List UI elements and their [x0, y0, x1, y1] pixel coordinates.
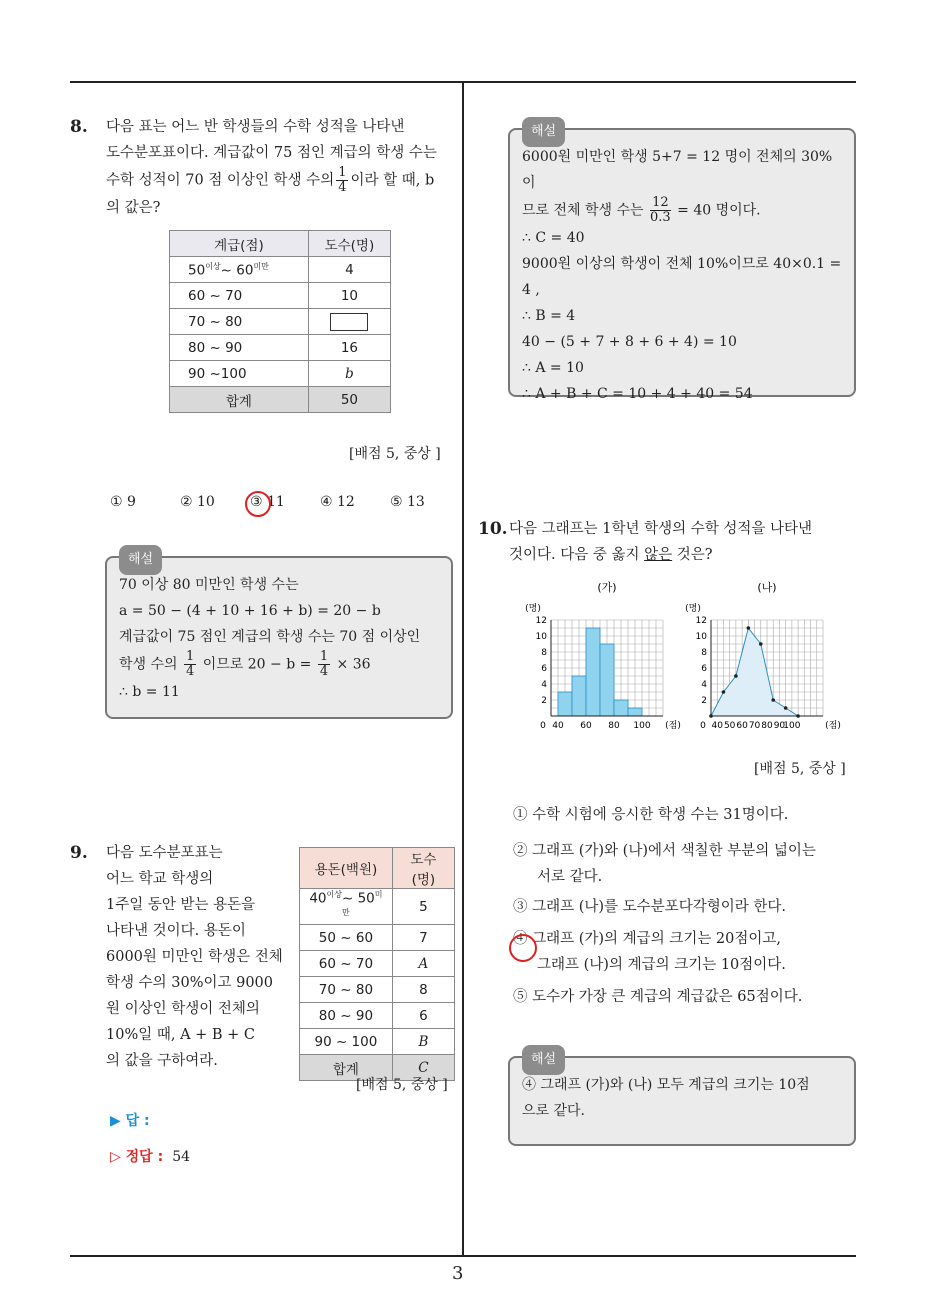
q9-score: [배점 5, 중상 ] [356, 1077, 448, 1093]
q9-row6-class: 90 ~ 100 [300, 1029, 393, 1055]
q9-r1-s2: 미만 [342, 890, 383, 917]
q8-row2-class: 60 ~ 70 [170, 283, 309, 309]
q9-row3-freq: A [392, 951, 454, 977]
y-tick-label: 8 [701, 648, 707, 658]
y-tick-label: 10 [535, 632, 547, 642]
q8-expl-l4a: 학생 수의 [119, 656, 178, 673]
y-tick-label: 12 [535, 616, 547, 626]
table-row [170, 387, 391, 413]
q8-expl-l4b: 이므로 20 − b = [202, 656, 312, 673]
q8-score: [배점 5, 중상 ] [349, 446, 441, 462]
q8-selected-answer-mark [245, 491, 271, 517]
q8-row3-freq [308, 309, 390, 335]
x-tick-label: 100 [633, 721, 651, 731]
x-tick-label: 100 [783, 721, 801, 731]
q10-graphs [520, 575, 860, 735]
q10-score: [배점 5, 중상 ] [754, 761, 846, 777]
q9-line-7: 원 이상인 학생이 전체의 [106, 1001, 260, 1017]
q8-expl-l4c: × 36 [336, 656, 371, 673]
q8-explanation-box [105, 552, 453, 719]
q9-row5-class: 80 ~ 90 [300, 1003, 393, 1029]
histogram-bar [628, 708, 642, 716]
q8-row2-freq: 10 [308, 283, 390, 309]
q9-expl-l2b: = 40 명이다. [677, 202, 761, 219]
q9-expl-line-4: 9000원 이상의 학생이 전체 10%이므로 40×0.1 = [522, 256, 842, 272]
q8-r1-b: ~ 60 [220, 262, 254, 279]
table-row [170, 257, 391, 283]
table-row [300, 1029, 455, 1055]
q10-expl-line-1: ④ 그래프 (가)와 (나) 모두 계급의 크기는 10점 [522, 1077, 810, 1093]
q8-choice-3[interactable]: ③ 11 [250, 494, 285, 510]
q10-line-1: 다음 그래프는 1학년 학생의 수학 성적을 나타낸 [509, 521, 813, 537]
q9-row5-freq: 6 [392, 1003, 454, 1029]
q9-line-2: 어느 학교 학생의 [106, 871, 214, 887]
y-tick-label: 2 [701, 696, 707, 706]
q8-row4-class: 80 ~ 90 [170, 335, 309, 361]
q9-expl-line-1: 6000원 미만인 학생 5+7 = 12 명이 전체의 30%이 [522, 149, 833, 191]
x-tick-label: 0 [700, 721, 706, 731]
x-tick-label: 60 [736, 721, 748, 731]
table-row [300, 1003, 455, 1029]
page-number: 3 [452, 1263, 464, 1284]
q8-row1-class [170, 257, 309, 283]
q9-answer-label: ▶ 답 : [110, 1113, 150, 1129]
q9-expl-line-7: 40 − (5 + 7 + 8 + 6 + 4) = 10 [522, 334, 737, 350]
q8-choice-1[interactable]: ① 9 [110, 494, 136, 510]
q8-row3-class: 70 ~ 80 [170, 309, 309, 335]
histogram-bar [614, 700, 628, 716]
table-row [300, 977, 455, 1003]
q9-row2-class: 50 ~ 60 [300, 925, 393, 951]
q10-choice-1[interactable]: ① 수학 시험에 응시한 학생 수는 31명이다. [513, 807, 789, 823]
x-tick-label: 80 [761, 721, 773, 731]
q8-sum-value: 50 [308, 387, 390, 413]
data-point [734, 674, 738, 678]
q10-explanation-tag: 해설 [522, 1045, 565, 1075]
q9-line-9: 의 값을 구하여라. [106, 1053, 218, 1069]
q9-expl-frac-num: 12 [650, 196, 671, 211]
table-row [300, 889, 455, 925]
x-tick-label: 70 [748, 721, 761, 731]
x-tick-label: 40 [711, 721, 723, 731]
q8-blank-box [330, 313, 368, 331]
polygon-chart [685, 580, 841, 731]
q10-line-2b: 것은? [672, 547, 713, 563]
data-point [784, 706, 788, 710]
histogram-bar [586, 628, 600, 716]
q8-frac-num: 1 [338, 165, 347, 180]
q8-expl-frac-1-num: 1 [186, 649, 195, 664]
q8-line-1: 다음 표는 어느 반 학생들의 수학 성적을 나타낸 [106, 119, 405, 135]
question-10-number: 10. [478, 519, 508, 539]
q10-choice-2[interactable]: ② 그래프 (가)와 (나)에서 색칠한 부분의 넓이는 [513, 843, 816, 859]
q8-line-2: 도수분포표이다. 계급값이 75 점인 계급의 학생 수는 [106, 145, 437, 161]
column-divider [462, 82, 464, 1256]
q9-th-class: 용돈(백원) [300, 848, 393, 889]
table-row [170, 361, 391, 387]
data-point [759, 642, 763, 646]
q10-choice-4[interactable]: ④ 그래프 (가)의 계급의 크기는 20점이고, [513, 931, 782, 947]
q8-th-class: 계급(점) [170, 231, 309, 257]
q9-r1-b: ~ 50 [341, 890, 375, 907]
question-8-number: 8. [70, 117, 88, 137]
q8-expl-line-5: ∴ b = 11 [119, 684, 180, 700]
q10-choice-4-cont[interactable]: 그래프 (나)의 계급의 크기는 10점이다. [537, 957, 786, 973]
q10-underlined-word: 않은 [644, 547, 673, 563]
q8-row5-class: 90 ~100 [170, 361, 309, 387]
q9-expl-line-3: ∴ C = 40 [522, 230, 585, 246]
question-9-number: 9. [70, 843, 88, 863]
x-unit-label: (점) [825, 721, 841, 731]
x-tick-label: 40 [552, 721, 564, 731]
y-tick-label: 10 [695, 632, 707, 642]
y-tick-label: 8 [541, 648, 547, 658]
q8-frequency-table [169, 230, 391, 413]
y-tick-label: 4 [541, 680, 547, 690]
histogram-bar [600, 644, 614, 716]
q8-expl-frac-2-den: 4 [319, 664, 329, 679]
q9-sum-value: C [392, 1055, 454, 1081]
y-tick-label: 6 [701, 664, 707, 674]
polygon-fill [711, 628, 798, 716]
q9-row3-class: 60 ~ 70 [300, 951, 393, 977]
q9-sum-label: 합계 [300, 1055, 393, 1081]
table-row [170, 335, 391, 361]
q10-choices [513, 802, 858, 1010]
y-tick-label: 6 [541, 664, 547, 674]
histogram-chart [525, 580, 681, 731]
q8-choice-5[interactable]: ⑤ 13 [390, 494, 425, 510]
x-tick-label: 50 [723, 721, 736, 731]
q8-expl-line-2: a = 50 − (4 + 10 + 16 + b) = 20 − b [119, 603, 381, 619]
q10-choice-3[interactable]: ③ 그래프 (나)를 도수분포다각형이라 한다. [513, 899, 786, 915]
data-point [722, 690, 726, 694]
chart-title: (나) [757, 581, 777, 594]
table-row [170, 309, 391, 335]
q8-r1-s1: 이상 [205, 261, 221, 271]
q9-line-1: 다음 도수분포표는 [106, 845, 223, 861]
x-unit-label: (점) [665, 721, 681, 731]
q8-line-3-tail: 이라 할 때, b [350, 172, 435, 189]
q8-row4-freq: 16 [308, 335, 390, 361]
y-tick-label: 4 [701, 680, 707, 690]
q9-expl-frac [650, 196, 671, 225]
q9-expl-line-6: ∴ B = 4 [522, 308, 576, 324]
q9-line-4: 나타낸 것이다. 용돈이 [106, 923, 246, 939]
q10-expl-line-2: 으로 같다. [522, 1103, 585, 1119]
question-10-text [509, 516, 859, 568]
q8-r1-s2: 미만 [253, 261, 269, 271]
chart-title: (가) [597, 581, 617, 594]
q9-frequency-table [299, 847, 455, 1081]
q8-row5-freq: b [308, 361, 390, 387]
q9-row4-class: 70 ~ 80 [300, 977, 393, 1003]
x-tick-label: 80 [608, 721, 620, 731]
data-point [747, 626, 751, 630]
q8-expl-frac-1 [184, 650, 196, 679]
q9-expl-frac-den: 0.3 [650, 210, 671, 225]
q10-choice-2-cont[interactable]: 서로 같다. [537, 869, 603, 885]
q8-frac-den: 4 [338, 180, 347, 195]
bottom-rule [70, 1255, 856, 1257]
q9-expl-line-2 [522, 196, 842, 225]
q9-explanation-box [508, 124, 856, 402]
q8-sum-label: 합계 [170, 387, 309, 413]
q8-th-freq: 도수(명) [308, 231, 390, 257]
question-8-text [106, 114, 456, 221]
histogram-bar [572, 676, 586, 716]
q9-r1-s1: 이상 [326, 890, 342, 899]
q8-expl-line-3: 계급값이 75 점인 계급의 학생 수는 70 점 이상인 [119, 629, 421, 645]
q8-choice-2[interactable]: ② 10 [180, 494, 215, 510]
q9-line-6: 학생 수의 30%이고 9000 [106, 975, 273, 991]
q8-r1-a: 50 [188, 262, 206, 279]
q10-line-2a: 것이다. 다음 중 옳지 [509, 547, 645, 563]
q8-fraction [336, 166, 348, 195]
q9-row2-freq: 7 [392, 925, 454, 951]
q9-line-3: 1주일 동안 받는 용돈을 [106, 897, 256, 913]
q9-row4-freq: 8 [392, 977, 454, 1003]
q8-expl-line-4 [119, 650, 439, 679]
q8-row1-freq: 4 [308, 257, 390, 283]
x-tick-label: 0 [540, 721, 546, 731]
q10-line-2 [509, 542, 859, 568]
table-row [170, 283, 391, 309]
q9-line-5: 6000원 미만인 학생은 전체 [106, 949, 283, 965]
q9-row6-freq: B [392, 1029, 454, 1055]
q8-line-3 [106, 166, 456, 195]
q9-expl-line-5: 4 , [522, 282, 540, 298]
q8-choice-4[interactable]: ④ 12 [320, 494, 355, 510]
q8-expl-frac-1-den: 4 [186, 664, 195, 679]
y-unit-label: (명) [685, 604, 701, 614]
table-row [300, 925, 455, 951]
q9-r1-a: 40 [309, 890, 327, 907]
question-9-text [106, 840, 296, 1074]
q9-expl-line-9: ∴ A + B + C = 10 + 4 + 40 = 54 [522, 386, 753, 402]
q9-explanation-tag: 해설 [522, 117, 565, 147]
histogram-bar [558, 692, 572, 716]
q9-th-freq: 도수(명) [392, 848, 454, 889]
q8-expl-frac-2-num: 1 [319, 649, 329, 664]
q9-row1-freq: 5 [392, 889, 454, 925]
x-tick-label: 90 [773, 721, 786, 731]
q9-correct-label: ▷ 정답 : [110, 1149, 164, 1165]
q9-line-8: 10%일 때, A + B + C [106, 1027, 256, 1043]
q9-correct-value: 54 [172, 1149, 191, 1165]
q9-expl-line-8: ∴ A = 10 [522, 360, 584, 376]
y-tick-label: 12 [695, 616, 707, 626]
q9-correct-answer [110, 1146, 190, 1166]
q8-expl-line-1: 70 이상 80 미만인 학생 수는 [119, 577, 299, 593]
data-point [771, 698, 775, 702]
q10-explanation-box [508, 1052, 856, 1146]
q8-line-4: 의 값은? [106, 200, 161, 216]
q9-expl-l2a: 므로 전체 학생 수는 [522, 202, 644, 219]
x-tick-label: 60 [580, 721, 592, 731]
q10-choice-5[interactable]: ⑤ 도수가 가장 큰 계급의 계급값은 65점이다. [513, 989, 803, 1005]
q8-expl-frac-2 [318, 650, 330, 679]
q8-explanation-tag: 해설 [119, 545, 162, 575]
y-tick-label: 2 [541, 696, 547, 706]
q9-row1-class [300, 889, 393, 925]
table-row [300, 951, 455, 977]
q8-line-3-text: 수학 성적이 70 점 이상인 학생 수의 [106, 172, 335, 189]
q10-selected-answer-mark [509, 934, 537, 962]
y-unit-label: (명) [525, 604, 541, 614]
